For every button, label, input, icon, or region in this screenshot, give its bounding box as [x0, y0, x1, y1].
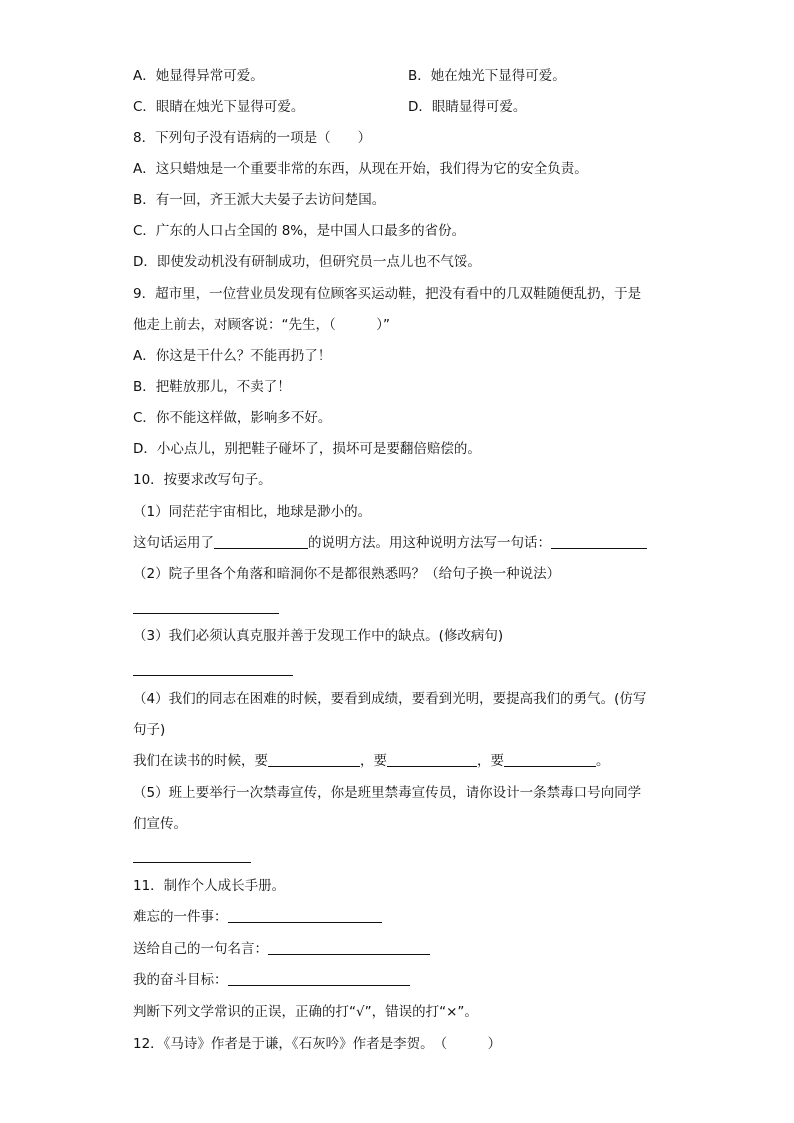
- answer-blank[interactable]: [228, 908, 382, 923]
- q9-option-c: C．你不能这样做，影响多不好。: [133, 410, 332, 426]
- q10-stem: 10．按要求改写句子。: [133, 472, 272, 488]
- q11-field-2: [133, 939, 430, 959]
- q12: 12．《马诗》作者是于谦，《石灰吟》作者是李贺。 （ ）: [133, 1036, 502, 1052]
- answer-blank[interactable]: [268, 752, 360, 767]
- answer-blank[interactable]: [214, 534, 308, 549]
- answer-line[interactable]: [133, 862, 251, 863]
- q10-s4-sep: ，要: [360, 753, 387, 769]
- q8-option-d: D．即使发动机没有研制成功，但研究员一点儿也不气馁。: [133, 254, 481, 270]
- q10-sentence-3: （3）我们必须认真克服并善于发现工作中的缺点。(修改病句): [133, 628, 504, 644]
- q7-option-b: B．她在烛光下显得可爱。: [408, 68, 566, 84]
- q11-field-1-label: 难忘的一件事：: [133, 909, 228, 925]
- q10-sentence-4-line2: 句子): [133, 722, 166, 738]
- answer-blank[interactable]: [387, 752, 477, 767]
- answer-blank[interactable]: [504, 752, 596, 767]
- q10-sentence-1: （1）同茫茫宇宙相比，地球是渺小的。: [133, 504, 372, 520]
- section-instruction: 判断下列文学常识的正误，正确的打“√”，错误的打“×”。: [133, 1004, 478, 1020]
- q9-stem-line1: 9．超市里，一位营业员发现有位顾客买运动鞋，把没有看中的几双鞋随便乱扔，于是: [133, 286, 642, 302]
- q10-sentence-1-fill: [133, 533, 647, 553]
- q7-option-d: D．眼睛显得可爱。: [408, 99, 527, 115]
- q10-sentence-4-fill: [133, 751, 610, 771]
- q9-option-b: B．把鞋放那儿，不卖了！: [133, 379, 291, 395]
- answer-line[interactable]: [133, 613, 279, 614]
- answer-blank[interactable]: [268, 940, 430, 955]
- q7-option-c: C．眼睛在烛光下显得可爱。: [133, 99, 305, 115]
- q8-option-b: B．有一回，齐王派大夫晏子去访问楚国。: [133, 192, 386, 208]
- q7-option-a: A．她显得异常可爱。: [133, 68, 264, 84]
- q9-option-a: A．你这是干什么？不能再扔了！: [133, 348, 332, 364]
- q9-stem-line2: 他走上前去，对顾客说：“先生，（ ）”: [133, 317, 390, 333]
- q10-s4-prefix: 我们在读书的时候，要: [133, 753, 268, 769]
- q8-option-c: C．广东的人口占全国的 8%，是中国人口最多的省份。: [133, 223, 466, 239]
- q10-sentence-2: （2）院子里各个角落和暗洞你不是都很熟悉吗？（给句子换一种说法）: [133, 566, 561, 582]
- q11-field-3: [133, 970, 410, 990]
- q11-field-1: [133, 907, 382, 927]
- q8-option-a: A．这只蜡烛是一个重要非常的东西，从现在开始，我们得为它的安全负责。: [133, 161, 588, 177]
- q10-s4-end: 。: [596, 753, 610, 769]
- q10-fill-prefix: 这句话运用了: [133, 535, 214, 551]
- q10-fill-middle: 的说明方法。用这种说明方法写一句话：: [308, 535, 551, 551]
- q8-stem: 8．下列句子没有语病的一项是（ ）: [133, 130, 372, 146]
- q11-stem: 11．制作个人成长手册。: [133, 878, 286, 894]
- q9-option-d: D．小心点儿，别把鞋子碰坏了，损坏可是要翻倍赔偿的。: [133, 441, 481, 457]
- q10-s4-sep: ，要: [477, 753, 504, 769]
- q10-sentence-5-line2: 们宣传。: [133, 816, 187, 832]
- q11-field-2-label: 送给自己的一句名言：: [133, 941, 268, 957]
- answer-line[interactable]: [133, 675, 293, 676]
- q11-field-3-label: 我的奋斗目标：: [133, 972, 228, 988]
- q10-sentence-5-line1: （5）班上要举行一次禁毒宣传，你是班里禁毒宣传员，请你设计一条禁毒口号向同学: [133, 785, 642, 801]
- q10-sentence-4-line1: （4）我们的同志在困难的时候，要看到成绩，要看到光明，要提高我们的勇气。(仿写: [133, 691, 647, 707]
- answer-blank[interactable]: [551, 534, 647, 549]
- answer-blank[interactable]: [228, 971, 410, 986]
